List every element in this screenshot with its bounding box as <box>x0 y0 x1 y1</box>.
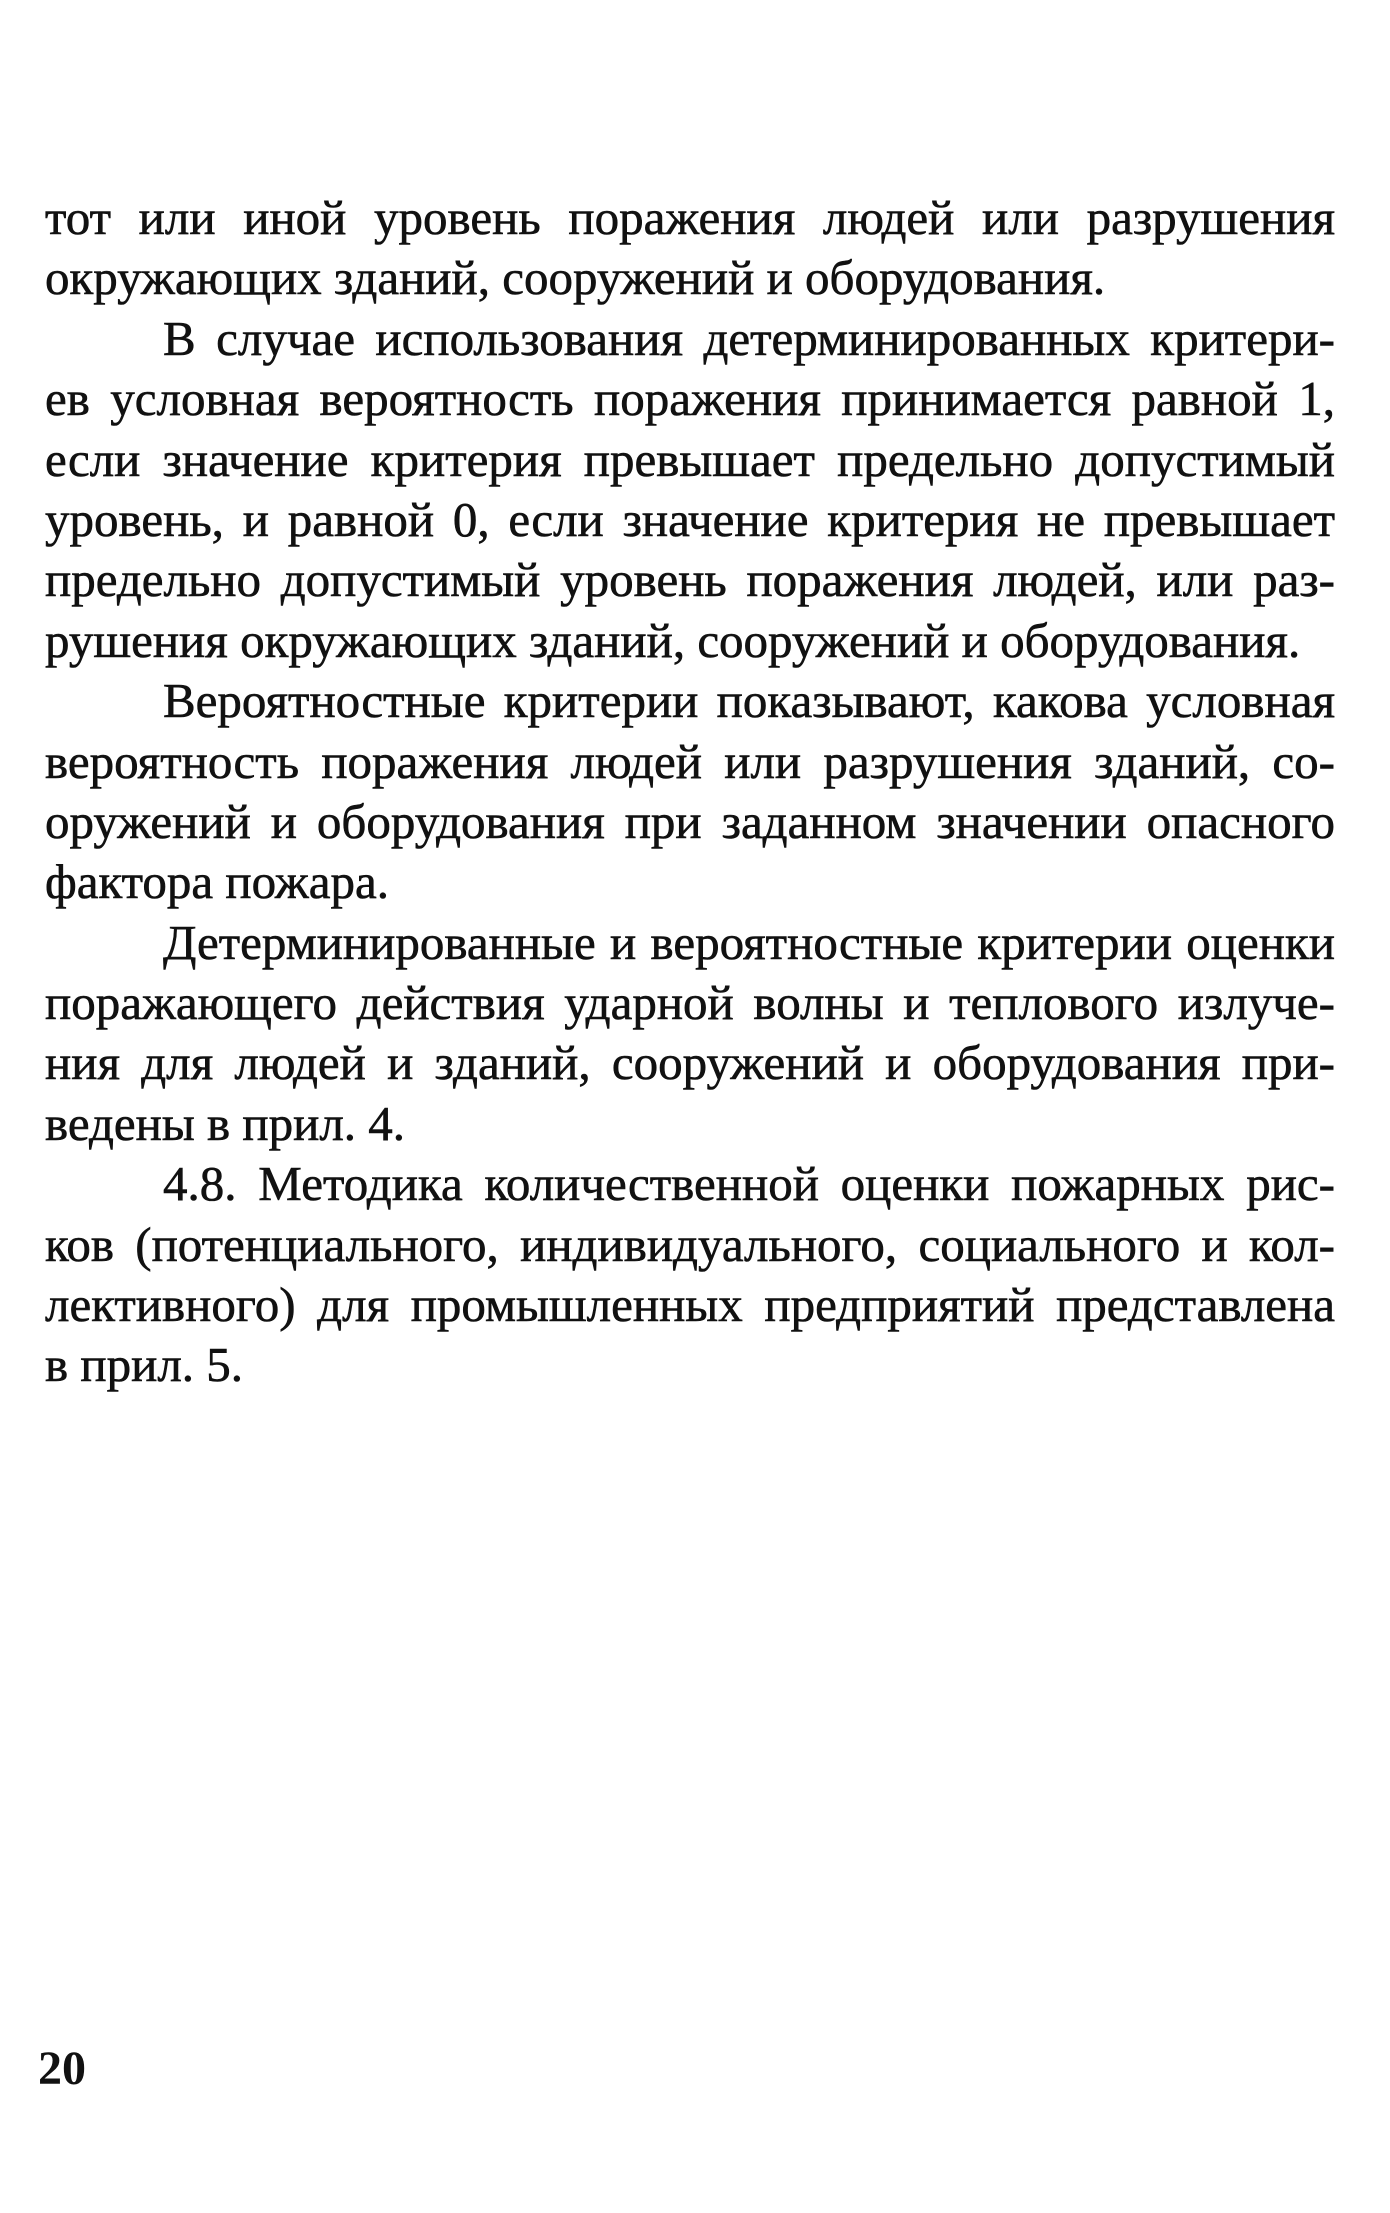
paragraph-1-line-1: тот или иной уровень поражения людей или разрушения <box>45 190 1335 245</box>
paragraph-4-line-2: поражающего действия ударной волны и теплового излуче- <box>45 975 1335 1031</box>
paragraph-2-line-4: уровень, и равной 0, если значение критерия не превышает <box>45 491 1335 547</box>
body-text <box>45 188 1335 1396</box>
paragraph-5-line-2: ков (потенциального, индивидуального, социального и кол- <box>45 1216 1335 1272</box>
paragraph-2-line-5: предельно допустимый уровень поражения людей, или раз- <box>45 552 1335 608</box>
paragraph-2-line-2: ев условная вероятность поражения принимается равной 1, <box>45 371 1335 427</box>
paragraph-5-line-1: 4.8. Методика количественной оценки пожарных рис- <box>163 1156 1335 1212</box>
paragraph-5-line-4: в прил. 5. <box>45 1337 244 1393</box>
paragraph-3-line-2: вероятность поражения людей или разрушения зданий, со- <box>45 733 1335 789</box>
paragraph-3-line-4: фактора пожара. <box>45 854 390 910</box>
paragraph-2-line-3: если значение критерия превышает предельно допустимый <box>45 431 1335 487</box>
paragraph-4-line-3: ния для людей и зданий, сооружений и оборудования при- <box>45 1035 1335 1091</box>
paragraph-5-line-3: лективного) для промышленных предприятий представлена <box>45 1277 1335 1333</box>
paragraph-4-line-4: ведены в прил. 4. <box>45 1095 406 1151</box>
paragraph-3-line-1: Вероятностные критерии показывают, какова условная <box>163 673 1335 729</box>
paragraph-2-line-6: рушения окружающих зданий, сооружений и оборудования. <box>45 612 1301 668</box>
paragraph-4-line-1: Детерминированные и вероятностные критерии оценки <box>163 914 1335 970</box>
paragraph-2-line-1: В случае использования детерминированных критери- <box>163 310 1335 366</box>
paragraph-1-line-2: окружающих зданий, сооружений и оборудования. <box>45 250 1106 306</box>
paragraph-3-line-3: оружений и оборудования при заданном значении опасного <box>45 793 1335 849</box>
page-number: 20 <box>38 2042 86 2095</box>
